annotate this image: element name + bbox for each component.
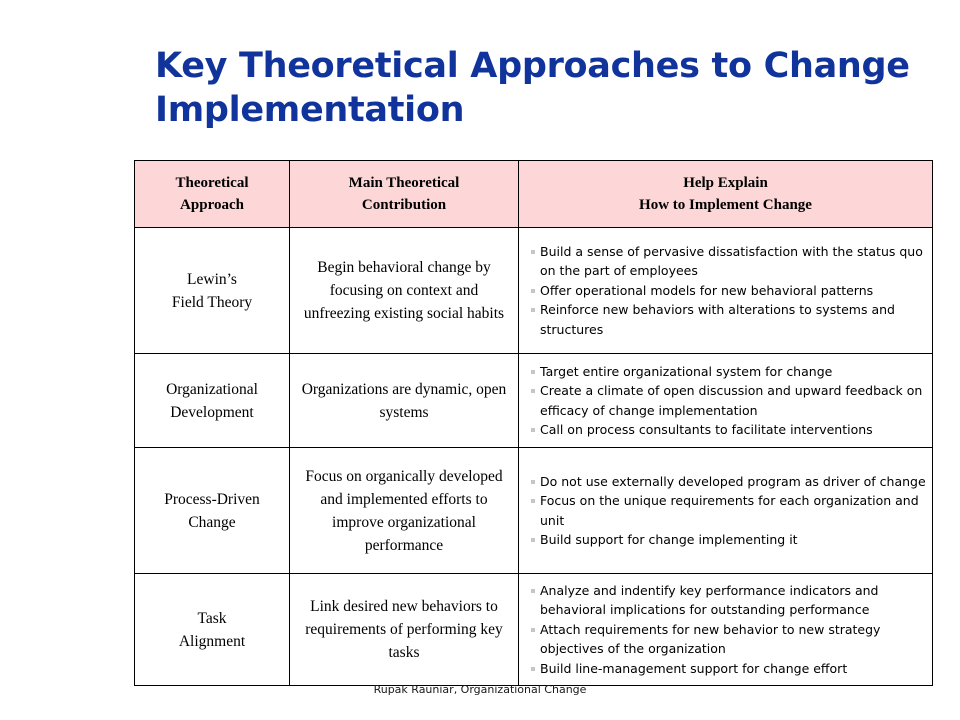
bullet-item: Focus on the unique requirements for each organization and unit bbox=[531, 491, 926, 530]
header-approach bbox=[135, 161, 290, 228]
contribution-cell: Link desired new behaviors to requirements of performing key tasks bbox=[290, 574, 519, 686]
contribution-cell: Begin behavioral change by focusing on context and unfreezing existing social habits bbox=[290, 228, 519, 354]
approach-line: Field Theory bbox=[171, 293, 253, 311]
header-explain-line: How to Implement Change bbox=[639, 197, 812, 213]
table-row bbox=[135, 448, 933, 574]
explain-cell bbox=[519, 228, 933, 354]
bullet-item: Do not use externally developed program as driver of change bbox=[531, 472, 926, 492]
approach-cell bbox=[135, 574, 290, 686]
bullet-list bbox=[531, 242, 926, 340]
bullet-item: Offer operational models for new behavioral patterns bbox=[531, 281, 926, 301]
approach-line: Task bbox=[197, 609, 227, 627]
bullet-item: Build a sense of pervasive dissatisfaction with the status quo on the part of employees bbox=[531, 242, 926, 281]
table-header-row bbox=[135, 161, 933, 228]
explain-cell bbox=[519, 448, 933, 574]
bullet-item: Call on process consultants to facilitate interventions bbox=[531, 420, 926, 440]
approach-line: Organizational bbox=[166, 380, 258, 398]
bullet-item: Analyze and indentify key performance indicators and behavioral implications for outstanding performance bbox=[531, 581, 926, 620]
explain-cell bbox=[519, 574, 933, 686]
explain-cell bbox=[519, 354, 933, 448]
header-explain-line: Help Explain bbox=[683, 175, 768, 191]
bullet-item: Build support for change implementing it bbox=[531, 530, 926, 550]
approach-cell bbox=[135, 354, 290, 448]
bullet-item: Target entire organizational system for change bbox=[531, 362, 926, 382]
approach-line: Process-Driven bbox=[164, 490, 260, 508]
bullet-item: Create a climate of open discussion and upward feedback on efficacy of change implementation bbox=[531, 381, 926, 420]
approach-line: Lewin’s bbox=[187, 270, 237, 288]
approach-cell bbox=[135, 448, 290, 574]
bullet-list bbox=[531, 362, 926, 440]
header-approach-line: Theoretical bbox=[175, 175, 249, 191]
approach-cell bbox=[135, 228, 290, 354]
approach-line: Alignment bbox=[178, 632, 246, 650]
bullet-item: Attach requirements for new behavior to new strategy objectives of the organization bbox=[531, 620, 926, 659]
header-approach-line: Approach bbox=[180, 197, 244, 213]
slide-footer: Rupak Rauniar, Organizational Change bbox=[373, 683, 587, 696]
bullet-list bbox=[531, 472, 926, 550]
contribution-cell: Focus on organically developed and implemented efforts to improve organizational performance bbox=[290, 448, 519, 574]
table-row bbox=[135, 354, 933, 448]
bullet-item: Build line-management support for change effort bbox=[531, 659, 926, 679]
approaches-table bbox=[134, 160, 933, 686]
header-contribution-line: Contribution bbox=[361, 197, 447, 213]
approach-line: Development bbox=[170, 403, 254, 421]
header-contribution bbox=[290, 161, 519, 228]
table-row bbox=[135, 228, 933, 354]
contribution-cell: Organizations are dynamic, open systems bbox=[290, 354, 519, 448]
header-explain bbox=[519, 161, 933, 228]
slide-title-line-1: Key Theoretical Approaches to Change bbox=[155, 46, 910, 86]
bullet-item: Reinforce new behaviors with alterations to systems and structures bbox=[531, 300, 926, 339]
approach-line: Change bbox=[188, 513, 236, 531]
bullet-list bbox=[531, 581, 926, 679]
header-contribution-line: Main Theoretical bbox=[348, 175, 460, 191]
table-row bbox=[135, 574, 933, 686]
slide-title bbox=[155, 44, 915, 132]
slide-title-line-2: Implementation bbox=[155, 90, 465, 130]
